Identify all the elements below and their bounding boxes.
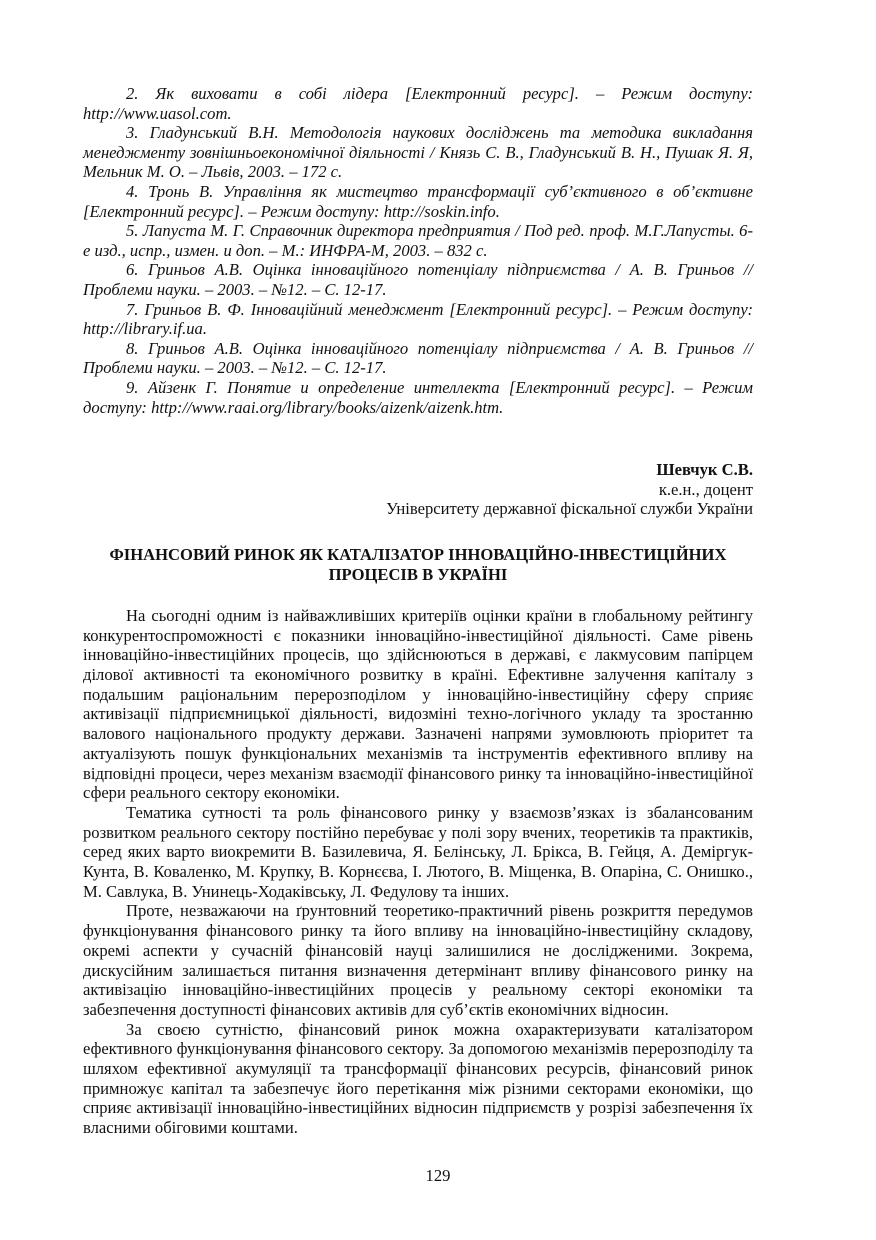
- article-title-line: ПРОЦЕСІВ В УКРАЇНІ: [328, 565, 508, 585]
- reference-item: 2. Як виховати в собі лідера [Електронний ресурс]. – Режим доступу: http://www.uasol.com.: [83, 84, 753, 123]
- article-title: [83, 545, 753, 586]
- body-paragraph: Проте, незважаючи на ґрунтовний теоретико-практичний рівень розкриття передумов функціонування фінансового ринку та його впливу на інноваційно-інвестиційну складову, окремі аспекти у сучасній фінансовій науці залишилися не дослідженими. Зокрема, дискусійним залишається питання визначення детермінант впливу фінансового ринку на активізацію інноваційно-інвестиційних процесів у реальному секторі економіки та забезпечення доступності фінансових активів для суб’єктів економічних відносин.: [83, 901, 753, 1019]
- reference-list: [83, 84, 753, 417]
- body-paragraph: Тематика сутності та роль фінансового ринку у взаємозв’язках із збалансованим розвитком реального сектору постійно перебуває у полі зору вчених, теоретиків та практиків, серед яких варто виокремити В. Базилевича, Я. Белінську, Л. Брікса, В. Гейця, А. Деміргук-Кунта, В. Коваленко, М. Крупку, В. Корнєєва, І. Лютого, В. Міщенка, В. Опаріна, С. Онишко., М. Савлука, В. Унинець-Ходаківську, Л. Федулову та інших.: [83, 802, 753, 901]
- reference-item: 9. Айзенк Г. Понятие и определение интеллекта [Електронний ресурс]. – Режим доступу: http://www.raai.org/library/books/aizenk/aizenk.htm.: [83, 377, 753, 417]
- reference-item: 3. Гладунський В.Н. Методологія наукових досліджень та методика викладання менеджменту зовнішньоекономічної діяльності / Князь С. В., Гладунський В. Н., Пушак Я. Я, Мельник М. О. – Львів, 2003. – 172 с.: [83, 123, 753, 182]
- reference-item: 6. Гриньов А.В. Оцінка інноваційного потенціалу підприємства / А. В. Гриньов // Проблеми науки. – 2003. – №12. – С. 12-17.: [83, 260, 753, 299]
- article-body: [83, 606, 753, 1138]
- reference-item: 7. Гриньов В. Ф. Інноваційний менеджмент [Електронний ресурс]. – Режим доступу: http://library.if.ua.: [83, 299, 753, 339]
- page-number: 129: [425, 1166, 451, 1185]
- body-paragraph: За своєю сутністю, фінансовий ринок можна охарактеризувати каталізатором ефективного функціонування фінансового сектору. За допомогою механізмів перерозподілу та шляхом ефективної акумуляції та трансформації фінансових ресурсів, фінансовий ринок примножує капітал та забезпечує його перетікання між різними секторами економіки, що сприяє активізації інноваційно-інвестиційних відносин підприємств у розрізі забезпечення їх власними обіговими коштами.: [83, 1019, 753, 1138]
- body-paragraph: На сьогодні одним із найважливіших критеріїв оцінки країни в глобальному рейтингу конкурентоспроможності є показники інноваційно-інвестиційної діяльності. Саме рівень інноваційно-інвестиційних процесів, що здійснюються в державі, є лакмусовим папірцем ділової активності та економічного розвитку в країні. Ефективне залучення капіталу з подальшим раціональним перерозподілом у інноваційно-інвестиційну сферу сприяє активізації підприємницької діяльності, видозміні техно-логічного укладу та зростанню валового національного продукту держави. Зазначені напрями зумовлюють пріоритет та актуалізують пошук функціональних механізмів та інструментів ефективного впливу на відповідні процеси, через механізм взаємодії фінансового ринку та інноваційно-інвестиційної сфери реального сектору економіки.: [83, 605, 753, 803]
- reference-item: 8. Гриньов А.В. Оцінка інноваційного потенціалу підприємства / А. В. Гриньов // Проблеми науки. – 2003. – №12. – С. 12-17.: [83, 338, 753, 378]
- author-affiliation: Університету державної фіскальної служби України: [386, 499, 753, 519]
- reference-item: 4. Тронь В. Управління як мистецтво трансформації суб’єктивного в об’єктивне [Електронний ресурс]. – Режим доступу: http://soskin.info.: [83, 181, 753, 221]
- author-name: Шевчук С.В.: [656, 460, 753, 480]
- author-degree: к.е.н., доцент: [658, 479, 753, 499]
- document-page: [83, 84, 753, 1138]
- reference-item: 5. Лапуста М. Г. Справочник директора предприятия / Под ред. проф. М.Г.Лапусты. 6-е изд., испр., измен. и доп. – М.: ИНФРА-М, 2003. – 832 с.: [83, 221, 753, 260]
- author-block: [83, 460, 753, 519]
- article-title-line: ФІНАНСОВИЙ РИНОК ЯК КАТАЛІЗАТОР ІННОВАЦІЙНО-ІНВЕСТИЦІЙНИХ: [109, 544, 727, 564]
